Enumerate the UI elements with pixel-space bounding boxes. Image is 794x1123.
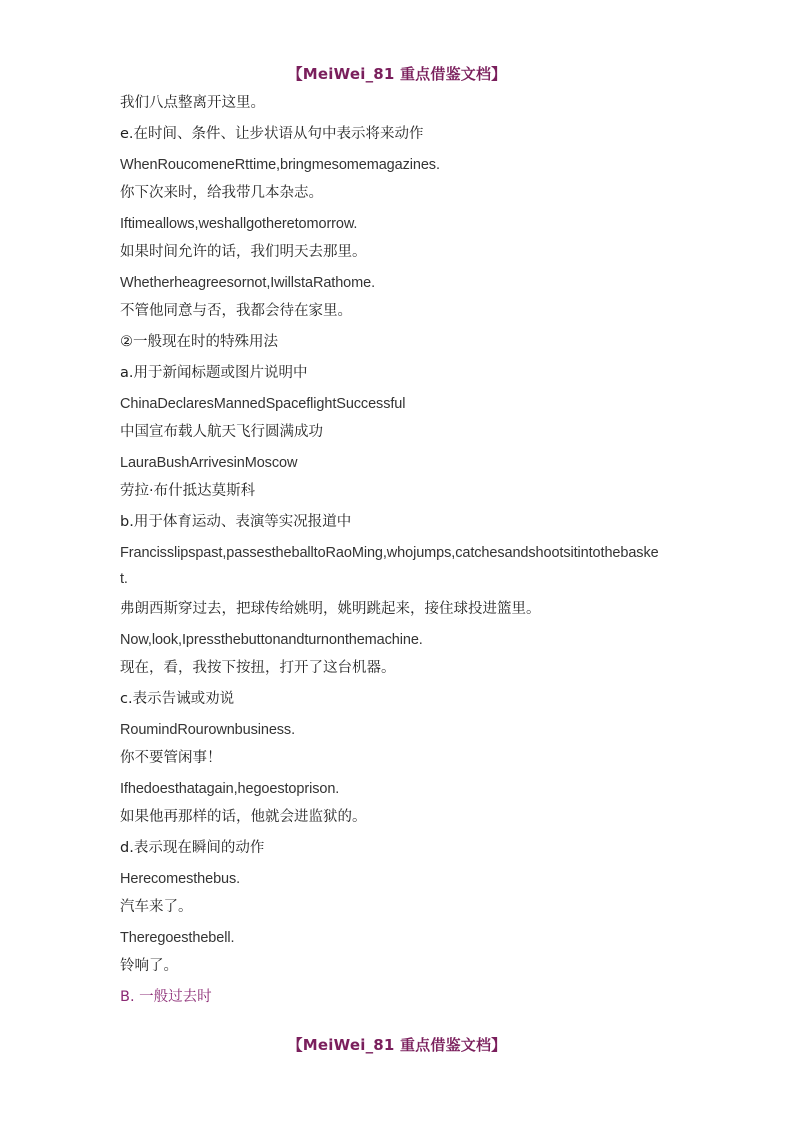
page-header-watermark: 【MeiWei_81 重点借鉴文档】 [287,65,507,83]
example-translation-zh: 你不要管闲事！ [120,750,222,766]
example-translation-zh: 不管他同意与否，我都会待在家里。 [120,303,352,319]
page-footer-watermark: 【MeiWei_81 重点借鉴文档】 [287,1036,507,1054]
example-sentence-en: WhenRoucomeneRttime,bringmesomemagazines. [120,157,440,173]
example-sentence-en: LauraBushArrivesinMoscow [120,455,298,471]
example-sentence-en: Whetherheagreesornot,IwillstaRathome. [120,275,376,291]
example-translation-zh: 中国宣布载人航天飞行圆满成功 [120,424,323,440]
section-heading: ②一般现在时的特殊用法 [120,334,278,350]
subheading-line: a.用于新闻标题或图片说明中 [120,365,308,381]
example-sentence-en: ChinaDeclaresMannedSpaceflightSuccessful [120,396,406,412]
section-heading-past-tense: B. 一般过去时 [120,989,212,1005]
example-translation-zh: 你下次来时，给我带几本杂志。 [120,185,323,201]
example-sentence-en: Ifhedoesthatagain,hegoestoprison. [120,781,340,797]
example-sentence-en: Now,look,Ipressthebuttonandturnonthemachine. [120,632,423,648]
example-translation-zh: 铃响了。 [120,958,178,974]
subheading-line: e.在时间、条件、让步状语从句中表示将来动作 [120,126,424,142]
example-sentence-en: Herecomesthebus. [120,871,241,887]
document-body [120,94,665,1006]
example-translation-zh: 如果时间允许的话，我们明天去那里。 [120,244,367,260]
example-translation-zh: 现在，看，我按下按扭，打开了这台机器。 [120,660,396,676]
example-sentence-en: RoumindRourownbusiness. [120,722,296,738]
text-line: 我们八点整离开这里。 [120,95,265,111]
subheading-line: b.用于体育运动、表演等实况报道中 [120,514,352,530]
example-translation-zh: 弗朗西斯穿过去，把球传给姚明，姚明跳起来，接住球投进篮里。 [120,601,541,617]
subheading-line: c.表示告诫或劝说 [120,691,235,707]
example-sentence-en: Theregoesthebell. [120,930,235,946]
example-sentence-en: Iftimeallows,weshallgotheretomorrow. [120,216,358,232]
example-translation-zh: 劳拉·布什抵达莫斯科 [120,483,256,499]
example-translation-zh: 如果他再那样的话，他就会进监狱的。 [120,809,367,825]
subheading-line: d.表示现在瞬间的动作 [120,840,265,856]
example-translation-zh: 汽车来了。 [120,899,193,915]
example-sentence-en: Francisslipspast,passestheballtoRaoMing,whojumps,catchesandshootsitintothebasket. [120,545,659,587]
